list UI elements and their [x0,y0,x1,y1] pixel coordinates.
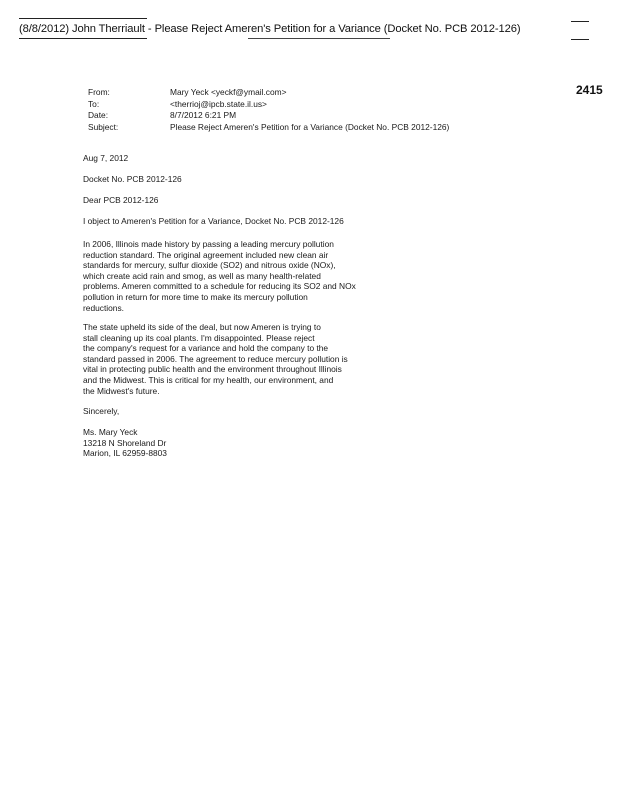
meta-value: 8/7/2012 6:21 PM [170,110,237,121]
meta-value: <therrioj@ipcb.state.il.us> [170,98,267,109]
meta-value: Please Reject Ameren's Petition for a Variance (Docket No. PCB 2012-126) [170,121,450,132]
document-header-title: (8/8/2012) John Therriault - Please Reject Ameren's Petition for a Variance (Docket No. PCB 2012-126) [19,23,521,35]
email-meta-to [88,99,449,111]
email-meta-subject [88,122,449,134]
letter-object-line: I object to Ameren's Petition for a Variance, Docket No. PCB 2012-126 [83,216,344,226]
email-meta-block [88,87,449,133]
header-rule-mid [248,38,390,39]
letter-docket: Docket No. PCB 2012-126 [83,174,182,184]
letter-paragraph-2: The state upheld its side of the deal, but now Ameren is trying to stall cleaning up its coal plants. I'm disappointed. Please reject the company's request for a variance and hold the company to the standard passed in 2006. The agreement to reduce mercury pollution is vital in protecting public health and the environment throughout Illinois and the Midwest. This is critical for my health, our environment, and the Midwest's future. [83,322,348,396]
letter-paragraph-1: In 2006, Illinois made history by passing a leading mercury pollution reduction standard. The original agreement included new clean air standards for mercury, sulfur dioxide (SO2) and nitrous oxide (NOx), which create acid rain and smog, as well as many health-related problems. Ameren committed to a schedule for reducing its SO2 and NOx pollution in return for more time to make its mercury pollution reductions. [83,239,356,313]
email-meta-date [88,110,449,122]
letter-closing: Sincerely, [83,406,120,416]
meta-label: From: [88,87,110,97]
meta-label: Subject: [88,121,119,132]
letter-date: Aug 7, 2012 [83,153,129,163]
page-number: 2415 [576,83,603,97]
meta-value: Mary Yeck <yeckf@ymail.com> [170,87,287,97]
letter-signature: Ms. Mary Yeck 13218 N Shoreland Dr Marion, IL 62959-8803 [83,427,167,459]
header-rule-right-bottom [571,39,589,40]
header-rule-bottom [19,38,147,39]
letter-salutation: Dear PCB 2012-126 [83,195,159,205]
meta-label: To: [88,98,100,109]
email-meta-from [88,87,449,99]
header-rule-right-top [571,21,589,22]
header-rule-top [19,18,147,19]
meta-label: Date: [88,110,109,121]
